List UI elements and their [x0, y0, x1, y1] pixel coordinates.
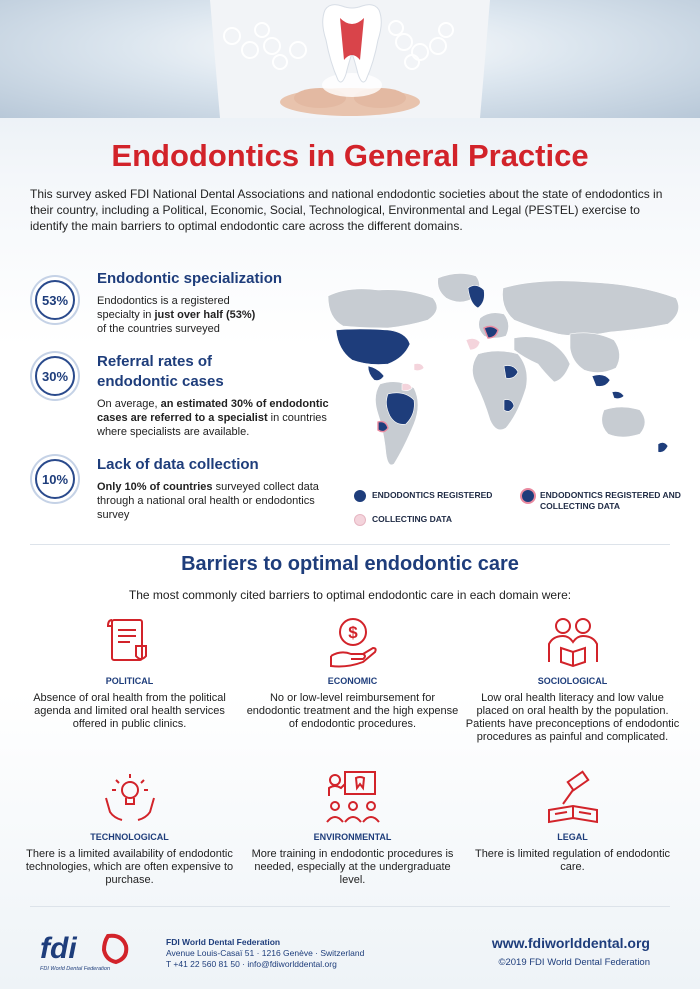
footer-copyright: ©2019 FDI World Dental Federation — [498, 957, 650, 968]
domain-label-technological: TECHNOLOGICAL — [90, 832, 169, 842]
section-divider — [30, 544, 670, 545]
lightbulb-hands-icon — [100, 768, 160, 828]
dollar-hand-icon — [323, 612, 383, 672]
legend-registered-collecting: ENDODONTICS REGISTERED AND COLLECTING DATA — [522, 490, 682, 512]
legend-collecting: COLLECTING DATA — [354, 514, 452, 526]
classroom-icon — [323, 768, 383, 828]
domain-sociological — [465, 612, 680, 744]
domain-political — [22, 612, 237, 731]
footer-divider — [30, 906, 670, 907]
domain-text-sociological: Low oral health literacy and low value placed on oral health by the population. Patients have preconceptions of endodontic procedures as painful and complicated. — [465, 692, 680, 743]
svg-text:fdi: fdi — [40, 932, 77, 965]
intro-paragraph: This survey asked FDI National Dental Associations and national endodontic societies about the state of endodontics in their country, including a Political, Economic, Social, Technological, Environmental and Legal (PESTEL) exercise to identify the main barriers to optimal endodontic care across the different domains. — [30, 187, 663, 233]
domain-text-technological: There is a limited availability of endodontic technologies, which are often expensive to purchase. — [25, 848, 234, 886]
footer-org: FDI World Dental Federation — [166, 937, 281, 947]
stat-badge-referral: 30% — [35, 356, 75, 396]
legend-registered: ENDODONTICS REGISTERED — [354, 490, 492, 502]
barriers-subheading: The most commonly cited barriers to optimal endodontic care in each domain were: — [128, 588, 572, 602]
stat-badge-specialization: 53% — [35, 280, 75, 320]
footer-address: Avenue Louis-Casaï 51 · 1216 Genève · Switzerland — [166, 948, 365, 958]
domain-technological — [22, 768, 237, 887]
domain-text-environmental: More training in endodontic procedures is needed, especially at the undergraduate level. — [251, 848, 454, 886]
people-reading-icon — [543, 612, 603, 672]
stat-text-specialization: Endodontics is a registered specialty in just over half (53%) of the countries surveyed — [97, 295, 256, 335]
barriers-heading: Barriers to optimal endodontic care — [181, 553, 519, 575]
stat-heading-data-collection: Lack of data collection — [97, 456, 259, 473]
domain-economic — [245, 612, 460, 731]
domain-text-political: Absence of oral health from the political agenda and limited oral health services offered in public clinics. — [33, 692, 226, 730]
stat-heading-specialization: Endodontic specialization — [97, 270, 283, 287]
domain-label-economic: ECONOMIC — [327, 676, 378, 686]
domain-label-sociological: SOCIOLOGICAL — [537, 676, 608, 686]
footer-contact: T +41 22 560 81 50 · info@fdiworlddental.org — [166, 959, 337, 969]
stat-heading-referral: Referral rates of endodontic cases — [97, 353, 224, 390]
svg-text:FDI World Dental Federation: FDI World Dental Federation — [40, 966, 110, 972]
legend-dot-registered — [354, 490, 366, 502]
world-map — [318, 268, 690, 484]
fdi-logo — [36, 930, 146, 974]
legend-dot-registered-collecting — [522, 490, 534, 502]
document-icon — [100, 612, 160, 672]
domain-legal — [465, 768, 680, 874]
stat-text-referral: On average, an estimated 30% of endodontic cases are referred to a specialist in countries where specialists are available. — [97, 398, 329, 438]
legend-dot-collecting — [354, 514, 366, 526]
domain-label-legal: LEGAL — [557, 832, 588, 842]
stat-badge-data-collection: 10% — [35, 459, 75, 499]
page-title: Endodontics in General Practice — [111, 138, 589, 173]
domain-text-legal: There is limited regulation of endodontic care. — [474, 848, 671, 873]
gavel-book-icon — [543, 768, 603, 828]
domain-environmental — [245, 768, 460, 887]
hero-image — [0, 0, 700, 118]
stat-text-data-collection: Only 10% of countries surveyed collect data through a national oral health or endodontics survey — [97, 481, 319, 521]
svg-text:$: $ — [347, 623, 358, 642]
domain-label-political: POLITICAL — [105, 676, 154, 686]
footer-url[interactable]: www.fdiworlddental.org — [491, 935, 650, 951]
domain-text-economic: No or low-level reimbursement for endodontic treatment and the high expense of endodontic procedures. — [246, 692, 459, 730]
domain-label-environmental: ENVIRONMENTAL — [313, 832, 392, 842]
